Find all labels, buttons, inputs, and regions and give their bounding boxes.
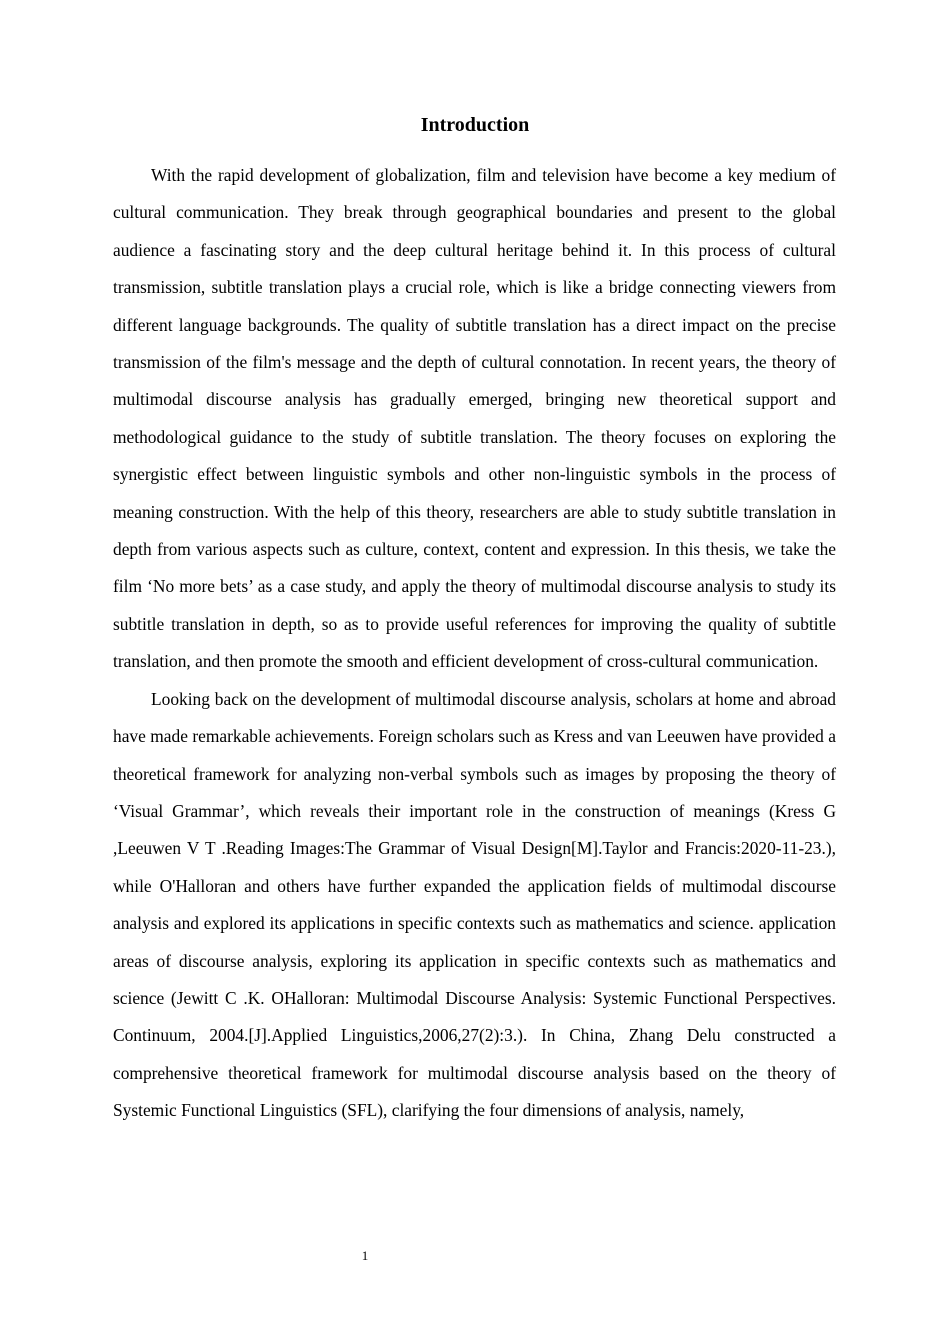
body-text xyxy=(113,157,836,1130)
page-title: Introduction xyxy=(420,114,530,136)
page-number: 1 xyxy=(361,1248,369,1263)
paragraph-1: With the rapid development of globalization, film and television have become a key medium of cultural communication. They break through geographical boundaries and present to the global audience a fascinating story and the deep cultural heritage behind it. In this process of cultural transmission, subtitle translation plays a crucial role, which is like a bridge connecting viewers from different language backgrounds. The quality of subtitle translation has a direct impact on the precise transmission of the film's message and the depth of cultural connotation. In recent years, the theory of multimodal discourse analysis has gradually emerged, bringing new theoretical support and methodological guidance to the study of subtitle translation. The theory focuses on exploring the synergistic effect between linguistic symbols and other non-linguistic symbols in the process of meaning construction. With the help of this theory, researchers are able to study subtitle translation in depth from various aspects such as culture, context, content and expression. In this thesis, we take the film ‘No more bets’ as a case study, and apply the theory of multimodal discourse analysis to study its subtitle translation in depth, so as to provide useful references for improving the quality of subtitle translation, and then promote the smooth and efficient development of cross-cultural communication. xyxy=(113,165,836,672)
paragraph-2: Looking back on the development of multimodal discourse analysis, scholars at home and abroad have made remarkable achievements. Foreign scholars such as Kress and van Leeuwen have provided a theoretical framework for analyzing non-verbal symbols such as images by proposing the theory of ‘Visual Grammar’, which reveals their important role in the construction of meanings (Kress G ,Leeuwen V T .Reading Images:The Grammar of Visual Design[M].Taylor and Francis:2020-11-23.), while O'Halloran and others have further expanded the application fields of multimodal discourse analysis and explored its applications in specific contexts such as mathematics and science. application areas of discourse analysis, exploring its application in specific contexts such as mathematics and science (Jewitt C .K. OHalloran: Multimodal Discourse Analysis: Systemic Functional Perspectives. Continuum, 2004.[J].Applied Linguistics,2006,27(2):3.). In China, Zhang Delu constructed a comprehensive theoretical framework for multimodal discourse analysis based on the theory of Systemic Functional Linguistics (SFL), clarifying the four dimensions of analysis, namely, xyxy=(113,688,836,1121)
